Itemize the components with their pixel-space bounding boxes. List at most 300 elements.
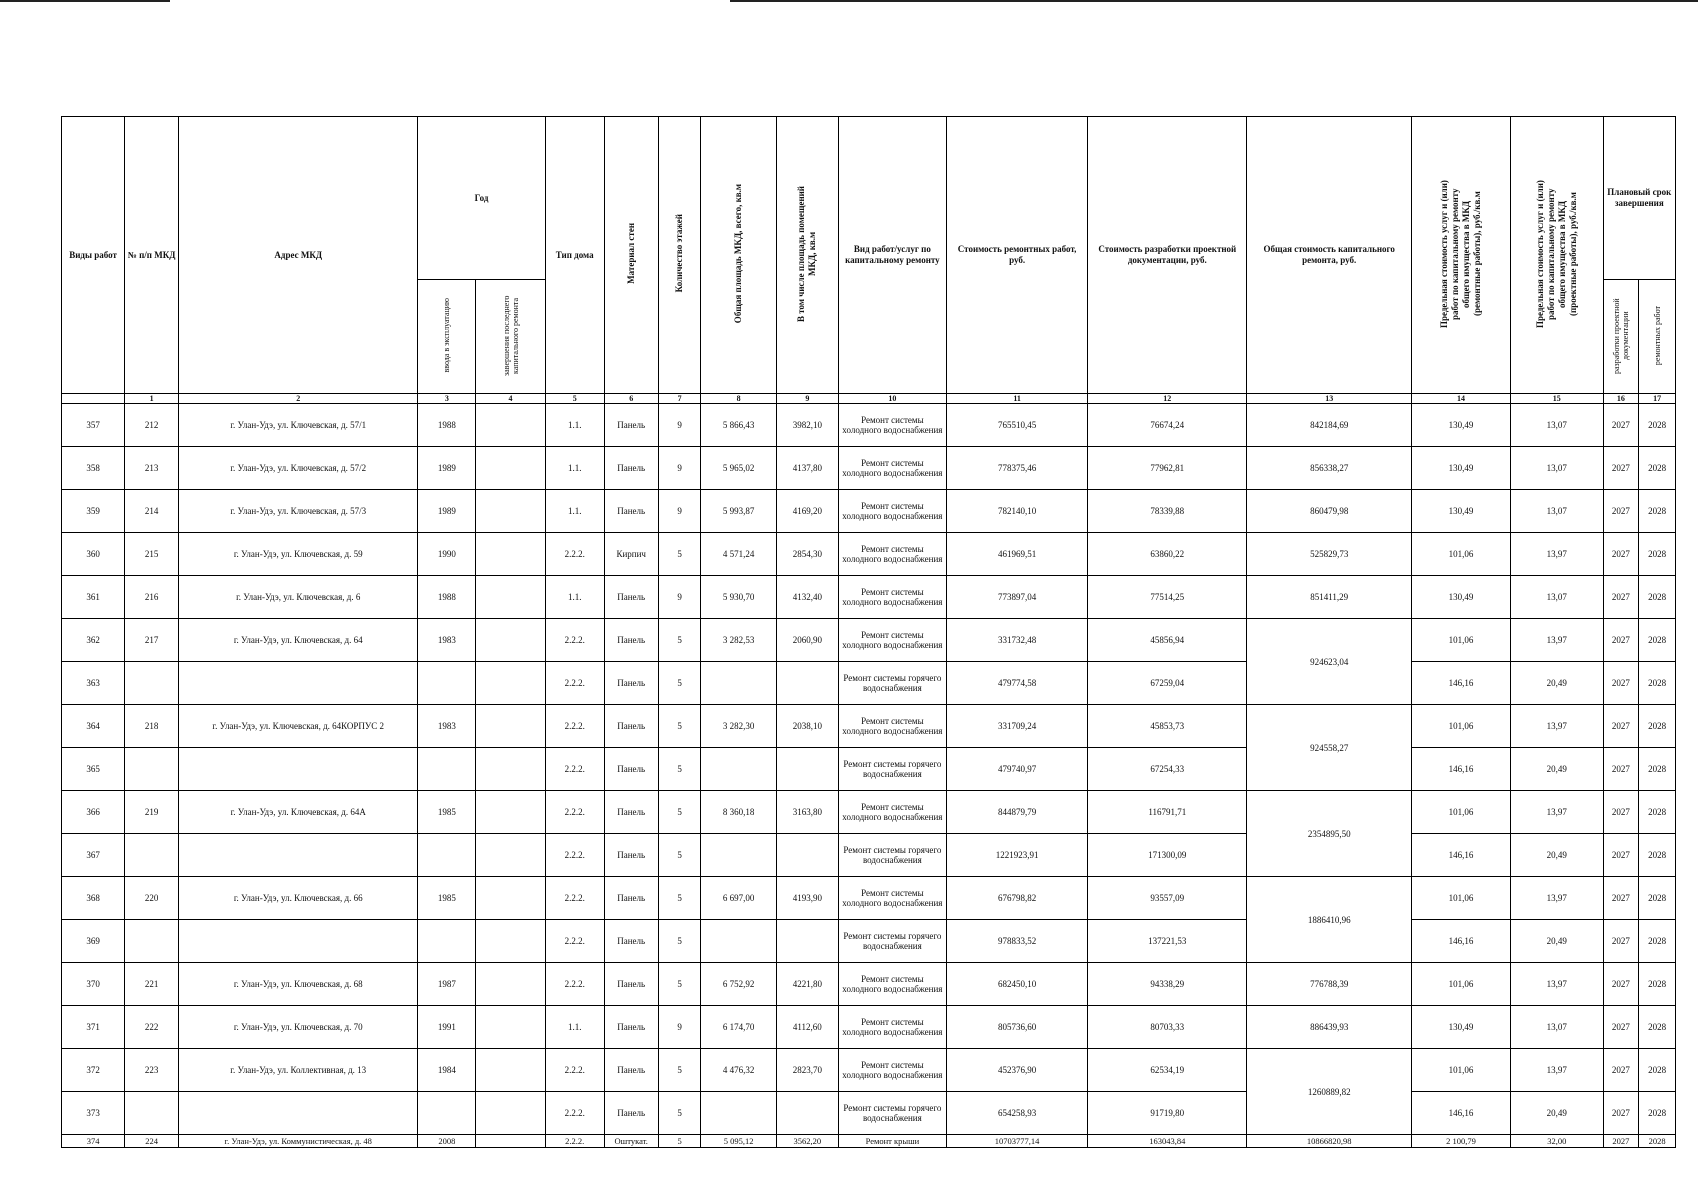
cell-ploshad-pom (776, 662, 838, 705)
cell-pred-rem: 146,16 (1412, 834, 1511, 877)
cell-vid-rabot: 358 (62, 447, 125, 490)
cell-material: Панель (604, 447, 658, 490)
cell-vid-rabot: 369 (62, 920, 125, 963)
cell-nomer-mkd: 218 (125, 705, 179, 748)
cell-stoim-rem: 676798,82 (946, 877, 1088, 920)
cell-srok-proekt: 2027 (1603, 748, 1639, 791)
cell-ploshad-pom: 2854,30 (776, 533, 838, 576)
cell-stoim-rem: 479740,97 (946, 748, 1088, 791)
cell-pred-rem: 101,06 (1412, 1049, 1511, 1092)
cell-srok-proekt: 2027 (1603, 662, 1639, 705)
cell-obshaya: 1260889,82 (1247, 1049, 1412, 1135)
cell-etazhi: 5 (658, 533, 701, 576)
cell-god-remonta (476, 576, 545, 619)
col-srok-rem (1639, 280, 1676, 394)
cell-vid-uslug: Ремонт системы холодного водоснабжения (838, 705, 946, 748)
cell-material: Оштукат. (604, 1135, 658, 1148)
col-etazhi (658, 117, 701, 394)
cell-tip-doma: 2.2.2. (545, 619, 604, 662)
cell-vid-rabot: 362 (62, 619, 125, 662)
table-row (62, 705, 1676, 748)
cell-material: Панель (604, 619, 658, 662)
col-obshaya: Общая стоимость капитального ремонта, руб. (1247, 117, 1412, 394)
cell-nomer-mkd (125, 920, 179, 963)
cell-stoim-rem: 782140,10 (946, 490, 1088, 533)
cell-srok-rem: 2028 (1639, 490, 1676, 533)
cell-god-remonta (476, 920, 545, 963)
cell-vid-rabot: 374 (62, 1135, 125, 1148)
cell-srok-proekt: 2027 (1603, 576, 1639, 619)
cell-pred-rem: 130,49 (1412, 490, 1511, 533)
cell-nomer-mkd (125, 662, 179, 705)
table-row (62, 748, 1676, 791)
cell-srok-proekt: 2027 (1603, 404, 1639, 447)
table-row (62, 877, 1676, 920)
cell-obshaya: 776788,39 (1247, 963, 1412, 1006)
cell-nomer-mkd: 215 (125, 533, 179, 576)
cell-stoim-rem: 331732,48 (946, 619, 1088, 662)
cell-etazhi: 5 (658, 1049, 701, 1092)
cell-srok-proekt: 2027 (1603, 920, 1639, 963)
cell-ploshad: 5 866,43 (701, 404, 776, 447)
cell-stoim-proekt: 80703,33 (1088, 1006, 1247, 1049)
col-pred-proekt-label: Предельная стоимость услуг и (или) работ по капитальному ремонту общего имущества в МКД (проектные работы), руб./кв.м (1534, 179, 1578, 328)
table-row (62, 533, 1676, 576)
cell-vid-uslug: Ремонт системы холодного водоснабжения (838, 963, 946, 1006)
cell-tip-doma: 2.2.2. (545, 791, 604, 834)
cell-srok-rem: 2028 (1639, 748, 1676, 791)
col-material-label: Материал стен (625, 223, 636, 284)
cell-etazhi: 5 (658, 1135, 701, 1148)
cell-tip-doma: 2.2.2. (545, 748, 604, 791)
cell-vid-rabot: 364 (62, 705, 125, 748)
cell-god-vvoda (418, 834, 476, 877)
cell-vid-rabot: 360 (62, 533, 125, 576)
cell-etazhi: 5 (658, 920, 701, 963)
cell-vid-uslug: Ремонт системы горячего водоснабжения (838, 748, 946, 791)
cell-stoim-proekt: 171300,09 (1088, 834, 1247, 877)
cell-material: Панель (604, 705, 658, 748)
cell-god-remonta (476, 533, 545, 576)
col-num: 16 (1603, 394, 1639, 404)
cell-stoim-proekt: 77962,81 (1088, 447, 1247, 490)
cell-ploshad-pom: 3982,10 (776, 404, 838, 447)
table-row (62, 576, 1676, 619)
cell-god-vvoda: 1991 (418, 1006, 476, 1049)
cell-nomer-mkd (125, 1092, 179, 1135)
col-ploshad-pom-label: В том числе площадь помещений МКД, кв.м (796, 185, 818, 322)
cell-ploshad-pom: 2060,90 (776, 619, 838, 662)
cell-stoim-rem: 1221923,91 (946, 834, 1088, 877)
cell-srok-proekt: 2027 (1603, 619, 1639, 662)
cell-srok-rem: 2028 (1639, 619, 1676, 662)
cell-etazhi: 5 (658, 705, 701, 748)
col-num: 13 (1247, 394, 1412, 404)
cell-srok-proekt: 2027 (1603, 1049, 1639, 1092)
cell-god-vvoda: 2008 (418, 1135, 476, 1148)
cell-vid-rabot: 371 (62, 1006, 125, 1049)
cell-god-vvoda: 1989 (418, 490, 476, 533)
cell-tip-doma: 2.2.2. (545, 705, 604, 748)
cell-pred-proekt: 13,97 (1510, 1049, 1603, 1092)
col-ploshad-label: Общая площадь МКД, всего, кв.м (733, 183, 744, 324)
cell-stoim-proekt: 94338,29 (1088, 963, 1247, 1006)
table-row (62, 490, 1676, 533)
cell-stoim-proekt: 45856,94 (1088, 619, 1247, 662)
cell-ploshad: 6 174,70 (701, 1006, 776, 1049)
cell-stoim-rem: 461969,51 (946, 533, 1088, 576)
cell-ploshad: 6 697,00 (701, 877, 776, 920)
cell-god-vvoda: 1983 (418, 619, 476, 662)
cell-etazhi: 5 (658, 834, 701, 877)
cell-ploshad: 5 930,70 (701, 576, 776, 619)
cell-material: Кирпич (604, 533, 658, 576)
cell-vid-uslug: Ремонт системы холодного водоснабжения (838, 447, 946, 490)
cell-pred-rem: 130,49 (1412, 1006, 1511, 1049)
table-row (62, 1049, 1676, 1092)
cell-srok-proekt: 2027 (1603, 1006, 1639, 1049)
cell-god-remonta (476, 963, 545, 1006)
table-row (62, 791, 1676, 834)
cell-god-remonta (476, 447, 545, 490)
cell-stoim-proekt: 78339,88 (1088, 490, 1247, 533)
cell-tip-doma: 1.1. (545, 490, 604, 533)
cell-pred-rem: 101,06 (1412, 877, 1511, 920)
cell-ploshad (701, 920, 776, 963)
cell-pred-rem: 101,06 (1412, 791, 1511, 834)
cell-ploshad-pom (776, 748, 838, 791)
cell-vid-uslug: Ремонт системы холодного водоснабжения (838, 576, 946, 619)
cell-srok-proekt: 2027 (1603, 533, 1639, 576)
cell-address: г. Улан-Удэ, ул. Ключевская, д. 66 (179, 877, 418, 920)
cell-ploshad-pom (776, 1092, 838, 1135)
cell-address (179, 1092, 418, 1135)
cell-stoim-rem: 10703777,14 (946, 1135, 1088, 1148)
table-row (62, 834, 1676, 877)
cell-pred-proekt: 13,07 (1510, 490, 1603, 533)
column-number-row (62, 394, 1676, 404)
cell-vid-uslug: Ремонт системы горячего водоснабжения (838, 662, 946, 705)
col-srok: Плановый срок завершения (1603, 117, 1675, 280)
cell-vid-uslug: Ремонт системы холодного водоснабжения (838, 533, 946, 576)
cell-tip-doma: 2.2.2. (545, 1049, 604, 1092)
cell-address: г. Улан-Удэ, ул. Ключевская, д. 57/3 (179, 490, 418, 533)
cell-nomer-mkd: 217 (125, 619, 179, 662)
cell-stoim-rem: 452376,90 (946, 1049, 1088, 1092)
cell-vid-uslug: Ремонт системы горячего водоснабжения (838, 920, 946, 963)
cell-ploshad: 8 360,18 (701, 791, 776, 834)
cell-address (179, 834, 418, 877)
cell-obshaya: 10866820,98 (1247, 1135, 1412, 1148)
cell-stoim-rem: 778375,46 (946, 447, 1088, 490)
cell-vid-rabot: 361 (62, 576, 125, 619)
cell-obshaya: 924623,04 (1247, 619, 1412, 705)
col-num: 12 (1088, 394, 1247, 404)
cell-pred-proekt: 20,49 (1510, 920, 1603, 963)
cell-material: Панель (604, 920, 658, 963)
col-god-vvoda-label: ввода в эксплуатацию (442, 298, 452, 373)
page-top-border (0, 0, 1698, 2)
cell-stoim-proekt: 67259,04 (1088, 662, 1247, 705)
col-num: 11 (946, 394, 1088, 404)
cell-material: Панель (604, 576, 658, 619)
cell-god-vvoda: 1983 (418, 705, 476, 748)
col-srok-proekt (1603, 280, 1639, 394)
cell-god-remonta (476, 877, 545, 920)
table-row (62, 963, 1676, 1006)
col-num: 9 (776, 394, 838, 404)
cell-srok-proekt: 2027 (1603, 1135, 1639, 1148)
cell-address: г. Улан-Удэ, ул. Ключевская, д. 70 (179, 1006, 418, 1049)
cell-obshaya: 886439,93 (1247, 1006, 1412, 1049)
cell-pred-proekt: 13,07 (1510, 447, 1603, 490)
cell-address: г. Улан-Удэ, ул. Ключевская, д. 6 (179, 576, 418, 619)
cell-srok-rem: 2028 (1639, 1135, 1676, 1148)
cell-vid-rabot: 372 (62, 1049, 125, 1092)
cell-pred-rem: 130,49 (1412, 576, 1511, 619)
cell-stoim-proekt: 77514,25 (1088, 576, 1247, 619)
cell-stoim-rem: 773897,04 (946, 576, 1088, 619)
cell-stoim-rem: 654258,93 (946, 1092, 1088, 1135)
cell-stoim-rem: 479774,58 (946, 662, 1088, 705)
cell-god-vvoda: 1990 (418, 533, 476, 576)
cell-tip-doma: 2.2.2. (545, 920, 604, 963)
cell-ploshad: 5 993,87 (701, 490, 776, 533)
cell-god-vvoda: 1988 (418, 404, 476, 447)
cell-tip-doma: 2.2.2. (545, 533, 604, 576)
cell-address: г. Улан-Удэ, ул. Коллективная, д. 13 (179, 1049, 418, 1092)
cell-stoim-proekt: 163043,84 (1088, 1135, 1247, 1148)
cell-god-remonta (476, 791, 545, 834)
col-num: 14 (1412, 394, 1511, 404)
cell-ploshad-pom: 3562,20 (776, 1135, 838, 1148)
cell-pred-rem: 146,16 (1412, 1092, 1511, 1135)
col-num: 8 (701, 394, 776, 404)
cell-etazhi: 5 (658, 1092, 701, 1135)
cell-pred-rem: 146,16 (1412, 662, 1511, 705)
cell-material: Панель (604, 1049, 658, 1092)
cell-address: г. Улан-Удэ, ул. Ключевская, д. 68 (179, 963, 418, 1006)
cell-nomer-mkd: 221 (125, 963, 179, 1006)
table-row (62, 1135, 1676, 1148)
col-god-remonta-label: завершения последнего капитального ремонта (501, 295, 520, 376)
col-ploshad-pom (776, 117, 838, 394)
cell-srok-rem: 2028 (1639, 447, 1676, 490)
cell-vid-rabot: 367 (62, 834, 125, 877)
cell-address (179, 748, 418, 791)
cell-pred-proekt: 13,07 (1510, 1006, 1603, 1049)
cell-ploshad: 5 095,12 (701, 1135, 776, 1148)
cell-srok-rem: 2028 (1639, 920, 1676, 963)
cell-pred-rem: 146,16 (1412, 920, 1511, 963)
col-num: 15 (1510, 394, 1603, 404)
cell-ploshad: 6 752,92 (701, 963, 776, 1006)
cell-vid-rabot: 373 (62, 1092, 125, 1135)
col-srok-proekt-label: разработки проектной документации (1611, 297, 1630, 374)
cell-obshaya: 2354895,50 (1247, 791, 1412, 877)
cell-vid-uslug: Ремонт системы холодного водоснабжения (838, 1049, 946, 1092)
cell-ploshad (701, 662, 776, 705)
cell-vid-uslug: Ремонт системы холодного водоснабжения (838, 791, 946, 834)
cell-god-remonta (476, 705, 545, 748)
table-row (62, 1006, 1676, 1049)
cell-ploshad-pom: 4132,40 (776, 576, 838, 619)
col-nomer-mkd: № п/п МКД (125, 117, 179, 394)
table-row (62, 447, 1676, 490)
cell-pred-rem: 2 100,79 (1412, 1135, 1511, 1148)
cell-nomer-mkd: 213 (125, 447, 179, 490)
cell-stoim-rem: 682450,10 (946, 963, 1088, 1006)
cell-pred-rem: 101,06 (1412, 963, 1511, 1006)
cell-vid-rabot: 365 (62, 748, 125, 791)
cell-material: Панель (604, 490, 658, 533)
cell-material: Панель (604, 963, 658, 1006)
cell-stoim-proekt: 63860,22 (1088, 533, 1247, 576)
table-row (62, 662, 1676, 705)
cell-god-vvoda: 1985 (418, 791, 476, 834)
cell-srok-rem: 2028 (1639, 705, 1676, 748)
col-adres: Адрес МКД (179, 117, 418, 394)
cell-ploshad: 4 571,24 (701, 533, 776, 576)
cell-obshaya: 924558,27 (1247, 705, 1412, 791)
cell-material: Панель (604, 662, 658, 705)
cell-etazhi: 9 (658, 447, 701, 490)
col-num: 10 (838, 394, 946, 404)
col-pred-rem (1412, 117, 1511, 394)
cell-ploshad: 3 282,53 (701, 619, 776, 662)
cell-tip-doma: 2.2.2. (545, 662, 604, 705)
col-pred-rem-label: Предельная стоимость услуг и (или) работ по капитальному ремонту общего имущества в МКД (ремонтные работы), руб./кв.м (1439, 179, 1483, 328)
cell-ploshad (701, 1092, 776, 1135)
cell-pred-proekt: 13,97 (1510, 533, 1603, 576)
cell-srok-proekt: 2027 (1603, 834, 1639, 877)
col-pred-proekt (1510, 117, 1603, 394)
cell-pred-proekt: 20,49 (1510, 834, 1603, 877)
cell-stoim-rem: 331709,24 (946, 705, 1088, 748)
cell-nomer-mkd (125, 834, 179, 877)
col-vid-rabot: Виды работ (62, 117, 125, 394)
cell-ploshad (701, 834, 776, 877)
cell-pred-proekt: 13,97 (1510, 877, 1603, 920)
cell-srok-proekt: 2027 (1603, 963, 1639, 1006)
cell-god-remonta (476, 662, 545, 705)
cell-vid-rabot: 366 (62, 791, 125, 834)
cell-god-remonta (476, 1135, 545, 1148)
cell-god-vvoda: 1988 (418, 576, 476, 619)
cell-vid-uslug: Ремонт системы холодного водоснабжения (838, 877, 946, 920)
cell-stoim-proekt: 45853,73 (1088, 705, 1247, 748)
cell-nomer-mkd: 219 (125, 791, 179, 834)
cell-ploshad: 4 476,32 (701, 1049, 776, 1092)
cell-ploshad-pom (776, 920, 838, 963)
table-row (62, 619, 1676, 662)
cell-pred-proekt: 13,97 (1510, 705, 1603, 748)
cell-ploshad-pom: 4137,80 (776, 447, 838, 490)
cell-stoim-proekt: 62534,19 (1088, 1049, 1247, 1092)
cell-srok-rem: 2028 (1639, 1006, 1676, 1049)
cell-pred-rem: 101,06 (1412, 619, 1511, 662)
cell-obshaya: 860479,98 (1247, 490, 1412, 533)
cell-address (179, 920, 418, 963)
cell-tip-doma: 2.2.2. (545, 1092, 604, 1135)
cell-srok-rem: 2028 (1639, 877, 1676, 920)
cell-god-remonta (476, 404, 545, 447)
cell-pred-rem: 101,06 (1412, 705, 1511, 748)
cell-srok-rem: 2028 (1639, 963, 1676, 1006)
cell-tip-doma: 1.1. (545, 1006, 604, 1049)
cell-material: Панель (604, 1006, 658, 1049)
cell-srok-proekt: 2027 (1603, 705, 1639, 748)
cell-pred-rem: 130,49 (1412, 447, 1511, 490)
cell-tip-doma: 2.2.2. (545, 834, 604, 877)
cell-vid-rabot: 363 (62, 662, 125, 705)
cell-address: г. Улан-Удэ, ул. Ключевская, д. 64А (179, 791, 418, 834)
cell-vid-uslug: Ремонт системы холодного водоснабжения (838, 619, 946, 662)
cell-pred-proekt: 13,07 (1510, 576, 1603, 619)
cell-pred-rem: 101,06 (1412, 533, 1511, 576)
cell-god-vvoda: 1985 (418, 877, 476, 920)
cell-vid-rabot: 359 (62, 490, 125, 533)
cell-srok-rem: 2028 (1639, 576, 1676, 619)
cell-god-remonta (476, 1092, 545, 1135)
cell-ploshad-pom: 4221,80 (776, 963, 838, 1006)
col-vid-uslug: Вид работ/услуг по капитальному ремонту (838, 117, 946, 394)
col-god: Год (418, 117, 545, 280)
cell-address: г. Улан-Удэ, ул. Ключевская, д. 57/2 (179, 447, 418, 490)
cell-tip-doma: 2.2.2. (545, 963, 604, 1006)
cell-srok-proekt: 2027 (1603, 1092, 1639, 1135)
cell-vid-uslug: Ремонт системы горячего водоснабжения (838, 834, 946, 877)
capital-repair-table (61, 116, 1676, 1148)
cell-vid-uslug: Ремонт системы горячего водоснабжения (838, 1092, 946, 1135)
cell-vid-uslug: Ремонт системы холодного водоснабжения (838, 1006, 946, 1049)
cell-stoim-rem: 805736,60 (946, 1006, 1088, 1049)
cell-material: Панель (604, 877, 658, 920)
col-etazhi-label: Количество этажей (674, 214, 685, 293)
cell-god-remonta (476, 490, 545, 533)
cell-obshaya: 525829,73 (1247, 533, 1412, 576)
col-num: 7 (658, 394, 701, 404)
col-stoim-rem: Стоимость ремонтных работ, руб. (946, 117, 1088, 394)
cell-srok-rem: 2028 (1639, 791, 1676, 834)
col-ploshad (701, 117, 776, 394)
cell-pred-proekt: 20,49 (1510, 748, 1603, 791)
cell-obshaya: 1886410,96 (1247, 877, 1412, 963)
col-num: 3 (418, 394, 476, 404)
cell-stoim-proekt: 93557,09 (1088, 877, 1247, 920)
cell-nomer-mkd: 212 (125, 404, 179, 447)
cell-srok-rem: 2028 (1639, 404, 1676, 447)
cell-srok-rem: 2028 (1639, 1049, 1676, 1092)
cell-nomer-mkd: 220 (125, 877, 179, 920)
cell-nomer-mkd: 224 (125, 1135, 179, 1148)
cell-nomer-mkd (125, 748, 179, 791)
col-stoim-proekt: Стоимость разработки проектной документации, руб. (1088, 117, 1247, 394)
cell-address: г. Улан-Удэ, ул. Ключевская, д. 64КОРПУС 2 (179, 705, 418, 748)
cell-tip-doma: 1.1. (545, 576, 604, 619)
cell-tip-doma: 2.2.2. (545, 1135, 604, 1148)
cell-stoim-rem: 978833,52 (946, 920, 1088, 963)
cell-pred-rem: 146,16 (1412, 748, 1511, 791)
cell-material: Панель (604, 1092, 658, 1135)
cell-address: г. Улан-Удэ, ул. Ключевская, д. 59 (179, 533, 418, 576)
cell-material: Панель (604, 404, 658, 447)
cell-pred-proekt: 32,00 (1510, 1135, 1603, 1148)
cell-vid-rabot: 368 (62, 877, 125, 920)
cell-god-remonta (476, 619, 545, 662)
cell-ploshad-pom: 3163,80 (776, 791, 838, 834)
cell-nomer-mkd: 222 (125, 1006, 179, 1049)
